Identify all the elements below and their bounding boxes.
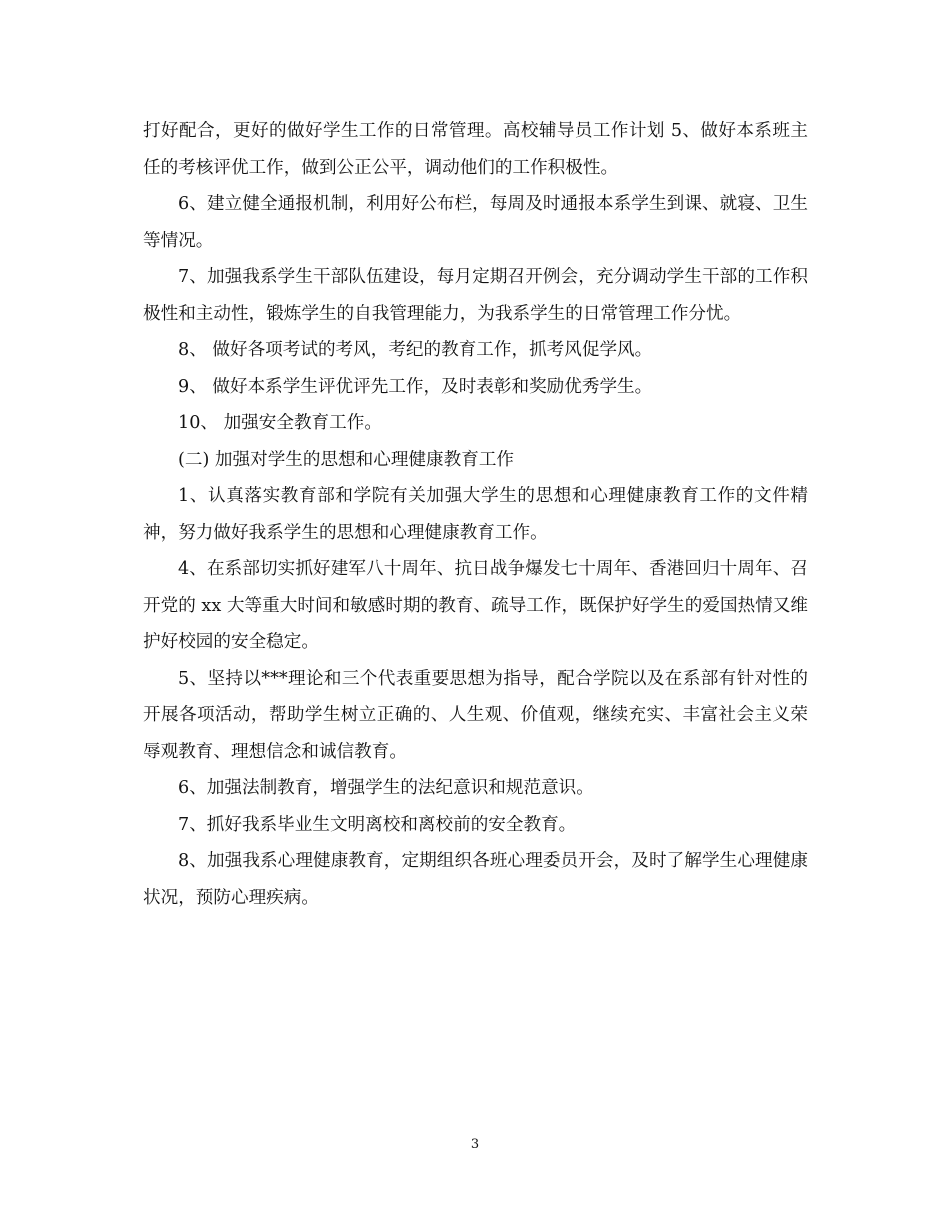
- paragraph: 打好配合，更好的做好学生工作的日常管理。高校辅导员工作计划 5、做好本系班主任的考核评优工作，做到公正公平，调动他们的工作积极性。: [143, 121, 808, 178]
- paragraph: 6、加强法制教育，增强学生的法纪意识和规范意识。: [178, 778, 594, 798]
- paragraph: 4、在系部切实抓好建军八十周年、抗日战争爆发七十周年、香港回归十周年、召开党的 xx 大等重大时间和敏感时期的教育、疏导工作，既保护好学生的爱国热情又维护好校园的安全稳定。: [143, 559, 808, 652]
- page-number: 3: [470, 1137, 480, 1152]
- paragraph: 9、 做好本系学生评优评先工作，及时表彰和奖励优秀学生。: [178, 376, 653, 397]
- paragraph: 5、坚持以***理论和三个代表重要思想为指导，配合学院以及在系部有针对性的开展各项活动，帮助学生树立正确的、人生观、价值观，继续充实、丰富社会主义荣辱观教育、理想信念和诚信教育。: [143, 668, 808, 762]
- paragraph: 8、加强我系心理健康教育，定期组织各班心理委员开会，及时了解学生心理健康状况，预防心理疾病。: [143, 851, 808, 908]
- section-heading: (二) 加强对学生的思想和心理健康教育工作: [178, 449, 515, 470]
- paragraph: 10、 加强安全教育工作。: [178, 413, 382, 433]
- paragraph: 8、 做好各项考试的考风，考纪的教育工作，抓考风促学风。: [178, 340, 653, 360]
- paragraph: 7、加强我系学生干部队伍建设，每月定期召开例会，充分调动学生干部的工作积极性和主动性，锻炼学生的自我管理能力，为我系学生的日常管理工作分忧。: [143, 267, 808, 324]
- document-body: [143, 113, 808, 916]
- paragraph: 6、建立健全通报机制，利用好公布栏，每周及时通报本系学生到课、就寝、卫生等情况。: [143, 194, 808, 251]
- paragraph: 7、抓好我系毕业生文明离校和离校前的安全教育。: [178, 814, 577, 835]
- paragraph: 1、认真落实教育部和学院有关加强大学生的思想和心理健康教育工作的文件精神，努力做好我系学生的思想和心理健康教育工作。: [143, 486, 808, 543]
